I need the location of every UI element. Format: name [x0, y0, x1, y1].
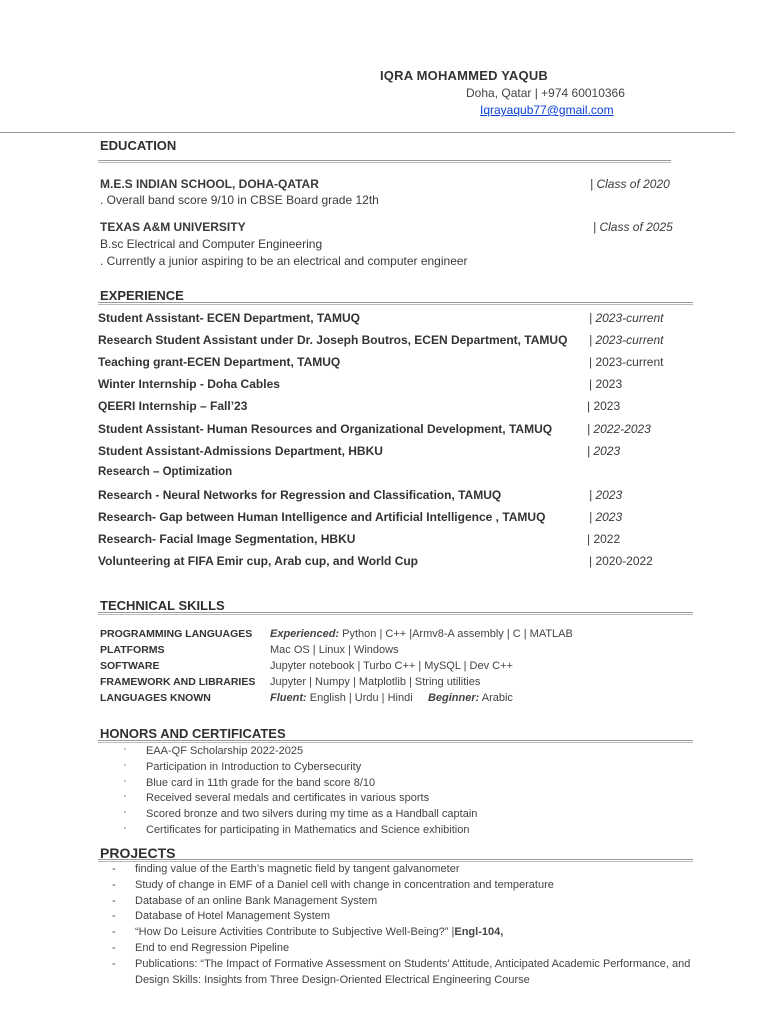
experience-role: Teaching grant-ECEN Department, TAMUQ	[98, 355, 341, 370]
dash-icon: -	[112, 926, 116, 939]
dash-icon: -	[112, 910, 116, 923]
bullet-icon: ·	[123, 743, 127, 755]
project-item: Database of an online Bank Management System	[135, 894, 378, 907]
skill-value: Jupyter notebook | Turbo C++ | MySQL | Dev C++	[270, 660, 513, 672]
experience-date: | 2020-2022	[589, 554, 653, 569]
education-school: TEXAS A&M UNIVERSITY	[100, 220, 246, 234]
skill-values	[270, 676, 480, 688]
section-rule	[98, 740, 693, 743]
experience-date: | 2023-current	[589, 355, 664, 370]
honors-heading: HONORS AND CERTIFICATES	[100, 726, 286, 741]
experience-role: Winter Internship - Doha Cables	[98, 377, 280, 392]
honor-item: Blue card in 11th grade for the band score 8/10	[146, 776, 376, 789]
experience-role: Student Assistant- ECEN Department, TAMUQ	[98, 311, 361, 325]
bullet-icon: ·	[123, 758, 127, 771]
projects-heading: PROJECTS	[100, 845, 176, 861]
skill-value: Python | C++ |Armv8-A assembly | C | MATLAB	[342, 628, 573, 640]
skill-prefix: Beginner:	[427, 692, 480, 704]
skill-value: Jupyter | Numpy | Matplotlib | String utilities	[270, 676, 481, 688]
project-item: Database of Hotel Management System	[135, 910, 331, 923]
experience-date: | 2023	[587, 399, 621, 414]
experience-date: | 2023-current	[589, 311, 664, 325]
experience-role: Research – Optimization	[98, 465, 233, 478]
experience-role: Research - Neural Networks for Regression and Classification, TAMUQ	[98, 487, 502, 502]
skill-value: English | Urdu | Hindi	[309, 692, 413, 704]
skill-value: Mac OS | Linux | Windows	[270, 644, 399, 656]
experience-date: | 2022	[587, 532, 621, 546]
project-item: Study of change in EMF of a Daniel cell with change in concentration and temperature	[135, 878, 554, 891]
project-item: Publications: “The Impact of Formative Assessment on Students’ Attitude, Anticipated Academic Performance, and	[135, 957, 691, 970]
skill-values	[270, 628, 573, 640]
section-rule	[98, 859, 693, 862]
project-item: End to end Regression Pipeline	[135, 942, 290, 954]
experience-role: Research- Gap between Human Intelligence and Artificial Intelligence , TAMUQ	[98, 509, 546, 524]
skill-values	[270, 660, 513, 672]
experience-date: | 2023	[589, 377, 623, 392]
education-detail: . Currently a junior aspiring to be an electrical and computer engineer	[100, 254, 468, 268]
experience-date: | 2023-current	[589, 333, 664, 348]
candidate-name: IQRA MOHAMMED YAQUB	[380, 68, 548, 83]
experience-role: Volunteering at FIFA Emir cup, Arab cup, and World Cup	[98, 554, 419, 569]
skill-label: SOFTWARE	[100, 660, 160, 672]
dash-icon: -	[112, 878, 116, 891]
email-link[interactable]: Iqrayaqub77@gmail.com	[480, 103, 614, 117]
honor-item: Received several medals and certificates in various sports	[146, 792, 430, 805]
skill-label: LANGUAGES KNOWN	[100, 692, 211, 704]
section-rule	[98, 302, 693, 305]
skill-values	[270, 692, 513, 704]
education-date: | Class of 2025	[593, 220, 673, 234]
education-detail: B.sc Electrical and Computer Engineering	[100, 237, 323, 251]
honor-item: Participation in Introduction to Cybersecurity	[146, 760, 362, 773]
section-rule	[98, 612, 693, 615]
bullet-icon: ·	[123, 806, 127, 819]
skill-label: PROGRAMMING LANGUAGES	[100, 628, 253, 640]
experience-role: Student Assistant- Human Resources and Organizational Development, TAMUQ	[98, 421, 553, 436]
experience-role: Research Student Assistant under Dr. Joseph Boutros, ECEN Department, TAMUQ	[98, 333, 568, 348]
project-item: finding value of the Earth’s magnetic field by tangent galvanometer	[135, 863, 460, 875]
experience-date: | 2022-2023	[587, 421, 651, 436]
dash-icon: -	[112, 894, 116, 907]
education-heading: EDUCATION	[100, 138, 177, 153]
header-divider	[0, 132, 735, 133]
skill-prefix: Fluent:	[270, 692, 307, 704]
experience-date: | 2023	[587, 443, 621, 458]
project-item: “How Do Leisure Activities Contribute to Subjective Well-Being?” |Engl-104,	[135, 926, 504, 939]
skill-prefix: Experienced:	[270, 628, 340, 640]
section-rule	[98, 160, 671, 163]
education-detail: . Overall band score 9/10 in CBSE Board grade 12th	[100, 193, 379, 207]
skills-heading: TECHNICAL SKILLS	[100, 598, 225, 613]
skill-values	[270, 644, 399, 656]
experience-role: Research- Facial Image Segmentation, HBKU	[98, 532, 356, 546]
experience-date: | 2023	[589, 509, 623, 524]
education-date: | Class of 2020	[590, 177, 670, 191]
project-item: Design Skills: Insights from Three Design-Oriented Electrical Engineering Course	[135, 973, 530, 986]
dash-icon: -	[112, 957, 116, 970]
honor-item: Certificates for participating in Mathematics and Science exhibition	[146, 824, 470, 836]
bullet-icon: ·	[123, 774, 127, 787]
experience-heading: EXPERIENCE	[100, 288, 184, 303]
experience-date: | 2023	[589, 487, 623, 502]
contact-line: Doha, Qatar | +974 60010366	[466, 86, 625, 100]
bullet-icon: ·	[123, 790, 127, 803]
skill-label: PLATFORMS	[100, 644, 165, 656]
honor-item: Scored bronze and two silvers during my time as a Handball captain	[146, 808, 478, 821]
education-school: M.E.S INDIAN SCHOOL, DOHA-QATAR	[100, 177, 319, 191]
experience-role: QEERI Internship – Fall’23	[98, 399, 248, 414]
experience-role: Student Assistant-Admissions Department, HBKU	[98, 443, 383, 458]
skill-value: Arabic	[481, 692, 513, 704]
skill-label: FRAMEWORK AND LIBRARIES	[100, 676, 256, 688]
honor-item: EAA-QF Scholarship 2022-2025	[146, 745, 304, 757]
dash-icon: -	[112, 863, 116, 875]
bullet-icon: ·	[123, 822, 127, 834]
dash-icon: -	[112, 942, 116, 954]
